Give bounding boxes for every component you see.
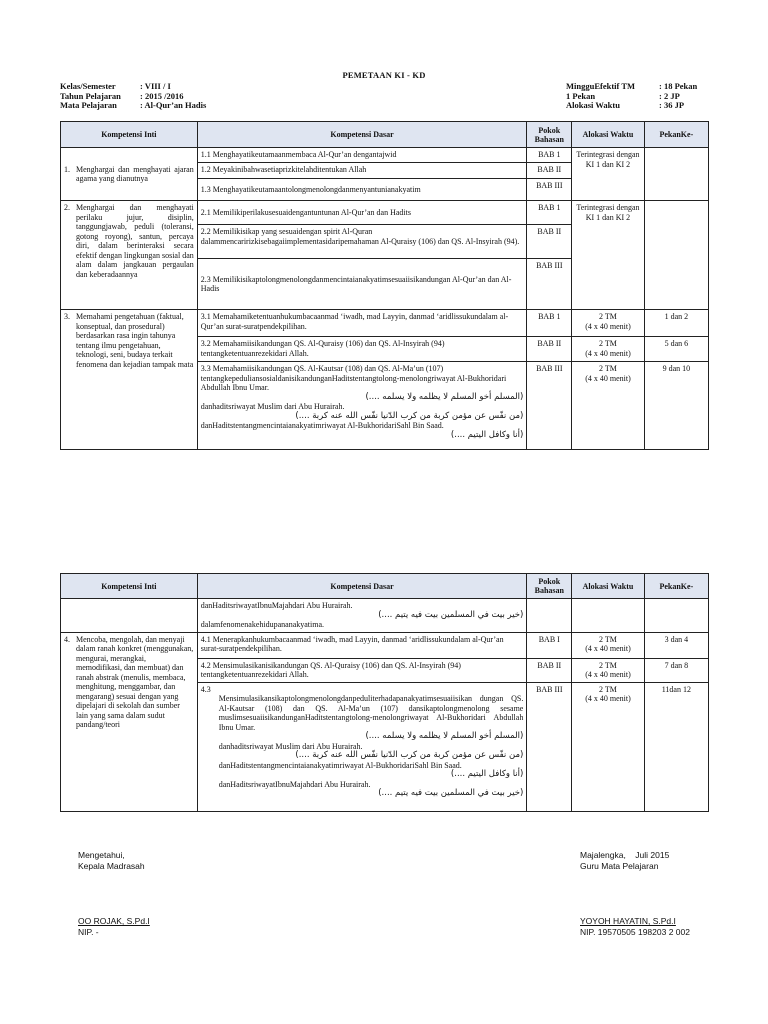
ki-cell-1: [61, 148, 198, 201]
kd-text: danHaditstentangmencintaianakyatimriwayat Al-BukhoridariSahl Bin Saad.: [218, 760, 462, 770]
meta-value: : 36 JP: [659, 100, 685, 110]
signatory-nip: NIP. 19570505 198203 2 002: [580, 927, 690, 937]
header-pekan: PekanKe-: [644, 122, 708, 148]
ki-cell-2: [61, 201, 198, 310]
table-header-row: [61, 122, 709, 148]
arabic-text: (خير بيت في المسلمين بيت فيه يتيم ....): [378, 609, 524, 620]
pokok-bahasan-cell: [527, 599, 572, 633]
pekan-cell: 9 dan 10: [644, 362, 708, 450]
mapping-table-1: [60, 121, 709, 450]
meta-key: 1 Pekan: [566, 90, 596, 101]
meta-value: : 2 JP: [659, 90, 680, 101]
pokok-bahasan-cell: BAB 1: [527, 310, 572, 337]
pokok-bahasan-cell: BAB 1: [527, 148, 572, 163]
header-alokasi-waktu: Alokasi Waktu: [572, 574, 644, 599]
table-row: [61, 632, 709, 658]
signature-left: [78, 850, 145, 872]
meta-key: Tahun Pelajaran: [60, 90, 121, 101]
pekan-cell: 3 dan 4: [644, 632, 708, 658]
pekan-cell: [644, 201, 708, 310]
kd-text: Mensimulasikansikaptolongmenolongdanpeduliterhadapanakyatimsesuaiisikan dungan QS. Al-Kautsar (108) dan QS. Al-Ma’un (107) dansikaptolongmenolong sesame muslimsesuaiisikandunganHaditstentangtolong-menolongriwayat Al-Bukhoridari Abdullah Ibnu Umar.: [218, 694, 524, 732]
pokok-bahasan-cell: BAB III: [527, 682, 572, 811]
pokok-bahasan-cell: BAB II: [527, 163, 572, 179]
ki-cell-empty: [61, 599, 198, 633]
kd-cell: 4.2 Mensimulasikanisikandungan QS. Al-Quraisy (106) dan QS. Al-Insyirah (94) tentangketentuanrezekidari Allah.: [197, 658, 527, 682]
ki-number: 1.: [64, 164, 70, 174]
ki-cell-3: [61, 310, 198, 450]
kd-text: dalamfenomenakehidupananakyatima.: [200, 620, 325, 629]
kd-cell: 2.3 Memilikisikaptolongmenolongdanmencintaianakyatimsesuaiisikandungan Al-Qur’an dan Al-Hadis: [197, 259, 527, 310]
pekan-cell: 1 dan 2: [644, 310, 708, 337]
arabic-text: (من نفّس عن مؤمن كربة من كرب الدّنيا نفّس الله عنه كربة ....): [295, 410, 524, 421]
pokok-bahasan-cell: BAB III: [527, 179, 572, 201]
alokasi-waktu-cell: Terintegrasi dengan KI 1 dan KI 2: [572, 201, 644, 310]
pokok-bahasan-cell: BAB I: [527, 632, 572, 658]
table-header-row: [61, 574, 709, 599]
pekan-cell: 5 dan 6: [644, 337, 708, 362]
ki-cell-4: [61, 632, 198, 811]
kd-cell: 1.1 Menghayatikeutamaanmembaca Al-Qur’an dengantajwid: [197, 148, 527, 163]
arabic-text: (أنا وكافل اليتيم ....): [450, 769, 524, 779]
header-pokok-bahasan: Pokok Bahasan: [527, 122, 572, 148]
kd-text: danhaditsriwayat Muslim dari Abu Hurairah.: [200, 402, 345, 411]
mapping-table-2: [60, 573, 709, 812]
kd-text: 3.3 Memahamiisikandungan QS. Al-Kautsar (108) dan QS. Al-Ma’un (107) tentangkepeduliansosialdanisikandunganHaditstentangtolong-menolongriwayat Al-Bukhoridari Abdullah Ibnu Umar.: [200, 364, 507, 392]
header-ki: Kompetensi Inti: [61, 122, 198, 148]
kd-cell: 1.3 Menghayatikeutamaantolongmenolongdanmenyantunianakyatim: [197, 179, 527, 201]
table-row: [61, 148, 709, 163]
kd-cell: 2.2 Memilikisikap yang sesuaidengan spirit Al-Quran dalammencaririzkisebagaiimplementasidaripemahaman Al-Quraisy (106) dan QS. Al-Insyirah (94).: [197, 225, 527, 259]
alokasi-waktu-cell: Terintegrasi dengan KI 1 dan KI 2: [572, 148, 644, 201]
kd-cell: 2.1 Memilikiperilakusesuaidengantuntunan Al-Qur’an dan Hadits: [197, 201, 527, 225]
alokasi-waktu-cell: 2 TM (4 x 40 menit): [572, 632, 644, 658]
table-row: [61, 201, 709, 225]
pokok-bahasan-cell: BAB 1: [527, 201, 572, 225]
arabic-text: (المسلم أخو المسلم لا يظلمه ولا يسلمه ....): [365, 731, 524, 741]
header-kd: Kompetensi Dasar: [197, 122, 527, 148]
meta-value: : VIII / I: [140, 81, 171, 91]
kd-cell: [197, 682, 527, 811]
ki-number: 4.: [64, 634, 70, 644]
signature-place-date: Majalengka, Juli 2015: [580, 850, 670, 860]
arabic-text: (من نفّس عن مؤمن كربة من كرب الدّنيا نفّس الله عنه كربة ....): [295, 750, 524, 760]
meta-key: Mata Pelajaran: [60, 100, 117, 110]
meta-key: MingguEfektif TM: [566, 81, 636, 91]
alokasi-waktu-cell: 2 TM (4 x 40 menit): [572, 362, 644, 450]
ki-text: Memahami pengetahuan (faktual, konseptual, dan prosedural) berdasarkan rasa ingin tahunya tentang ilmu pengetahuan, teknologi, seni, budaya terkait fenomena dan kejadian tampak mata: [76, 312, 194, 369]
kd-text: danhaditsriwayat Muslim dari Abu Hurairah.: [218, 741, 363, 751]
kd-cell: [197, 599, 527, 633]
meta-key: Alokasi Waktu: [566, 100, 620, 110]
kd-cell: 3.2 Memahamiisikandungan QS. Al-Quraisy (106) dan QS. Al-Insyirah (94) tentangketentuanrezekidari Allah.: [197, 337, 527, 362]
header-pekan: PekanKe-: [644, 574, 708, 599]
signatory-right: [580, 916, 690, 938]
ki-text: Menghargai dan menghayati perilaku jujur, disiplin, tanggungjawab, peduli (toleransi, gotong royong), santun, percaya diri, dalam berinteraksi secara efektif dengan lingkungan sosial dan alam dalam jangkauan pergaulan dan keberadaannya: [76, 203, 194, 279]
ki-number: 3.: [64, 312, 70, 321]
pokok-bahasan-cell: BAB II: [527, 337, 572, 362]
header-alokasi-waktu: Alokasi Waktu: [572, 122, 644, 148]
kd-number: 4.3: [200, 684, 211, 694]
alokasi-waktu-cell: 2 TM (4 x 40 menit): [572, 310, 644, 337]
table-row: [61, 599, 709, 633]
header-kd: Kompetensi Dasar: [197, 574, 527, 599]
arabic-text: (المسلم أخو المسلم لا يظلمه ولا يسلمه ....): [365, 391, 524, 402]
meta-value: : Al-Qur’an Hadis: [140, 100, 207, 110]
signatory-left: [78, 916, 150, 938]
alokasi-waktu-cell: 2 TM (4 x 40 menit): [572, 337, 644, 362]
ki-number: 2.: [64, 203, 70, 212]
pokok-bahasan-cell: BAB II: [527, 225, 572, 259]
kd-text: danHaditsriwayatIbnuMajahdari Abu Hurairah.: [200, 601, 353, 610]
ki-text: Mencoba, mengolah, dan menyaji dalam ranah konkret (menggunakan, mengurai, merangkai, memodifikasi, dan membuat) dan ranah abstrak (menulis, membaca, menghitung, menggambar, dan mengarang) sesuai dengan yang dipelajari di sekolah dan sumber lain yang sama dalam sudut pandang/teori: [76, 634, 194, 729]
meta-right: [566, 82, 697, 111]
signature-role: Guru Mata Pelajaran: [580, 861, 659, 871]
pekan-cell: 11dan 12: [644, 682, 708, 811]
kd-text: danHaditstentangmencintaianakyatimriwayat Al-BukhoridariSahl Bin Saad.: [200, 421, 444, 430]
meta-left: [60, 82, 206, 111]
pokok-bahasan-cell: BAB III: [527, 259, 572, 310]
kd-cell: 4.1 Menerapkanhukumbacaanmad ‘iwadh, mad Layyin, danmad ‘aridlissukundalam al-Qur’an surat-suratpendekpilihan.: [197, 632, 527, 658]
signature-label: Mengetahui,: [78, 850, 125, 860]
table-row: [61, 310, 709, 337]
ki-text: Menghargai dan menghayati ajaran agama yang dianutnya: [76, 164, 194, 183]
kd-cell: 3.1 Memahamiketentuanhukumbacaanmad ‘iwadh, mad Layyin, danmad ‘aridlissukundalam al-Qur’an surat-suratpendekpilihan.: [197, 310, 527, 337]
signatory-nip: NIP. -: [78, 927, 99, 937]
kd-cell: 1.2 Meyakinibahwasetiaprizkitelahditentukan Allah: [197, 163, 527, 179]
document-title: PEMETAAN KI - KD: [342, 70, 426, 80]
pekan-cell: [644, 148, 708, 201]
arabic-text: (خير بيت في المسلمين بيت فيه يتيم ....): [378, 788, 524, 798]
meta-value: : 18 Pekan: [659, 81, 698, 91]
meta-value: : 2015 /2016: [140, 90, 184, 101]
signatory-name: OO ROJAK, S.Pd.I: [78, 916, 150, 926]
pekan-cell: [644, 599, 708, 633]
signature-right: [580, 850, 669, 872]
pokok-bahasan-cell: BAB II: [527, 658, 572, 682]
signature-role: Kepala Madrasah: [78, 861, 145, 871]
header-pokok-bahasan: Pokok Bahasan: [527, 574, 572, 599]
kd-cell: [197, 362, 527, 450]
signatory-name: YOYOH HAYATIN, S.Pd.I: [580, 916, 676, 926]
alokasi-waktu-cell: 2 TM (4 x 40 menit): [572, 682, 644, 811]
header-ki: Kompetensi Inti: [61, 574, 198, 599]
alokasi-waktu-cell: 2 TM (4 x 40 menit): [572, 658, 644, 682]
pokok-bahasan-cell: BAB III: [527, 362, 572, 450]
meta-key: Kelas/Semester: [60, 81, 116, 91]
kd-text: danHaditsriwayatIbnuMajahdari Abu Hurairah.: [218, 779, 371, 789]
arabic-text: (أنا وكافل اليتيم ....): [450, 429, 524, 440]
pekan-cell: 7 dan 8: [644, 658, 708, 682]
alokasi-waktu-cell: [572, 599, 644, 633]
